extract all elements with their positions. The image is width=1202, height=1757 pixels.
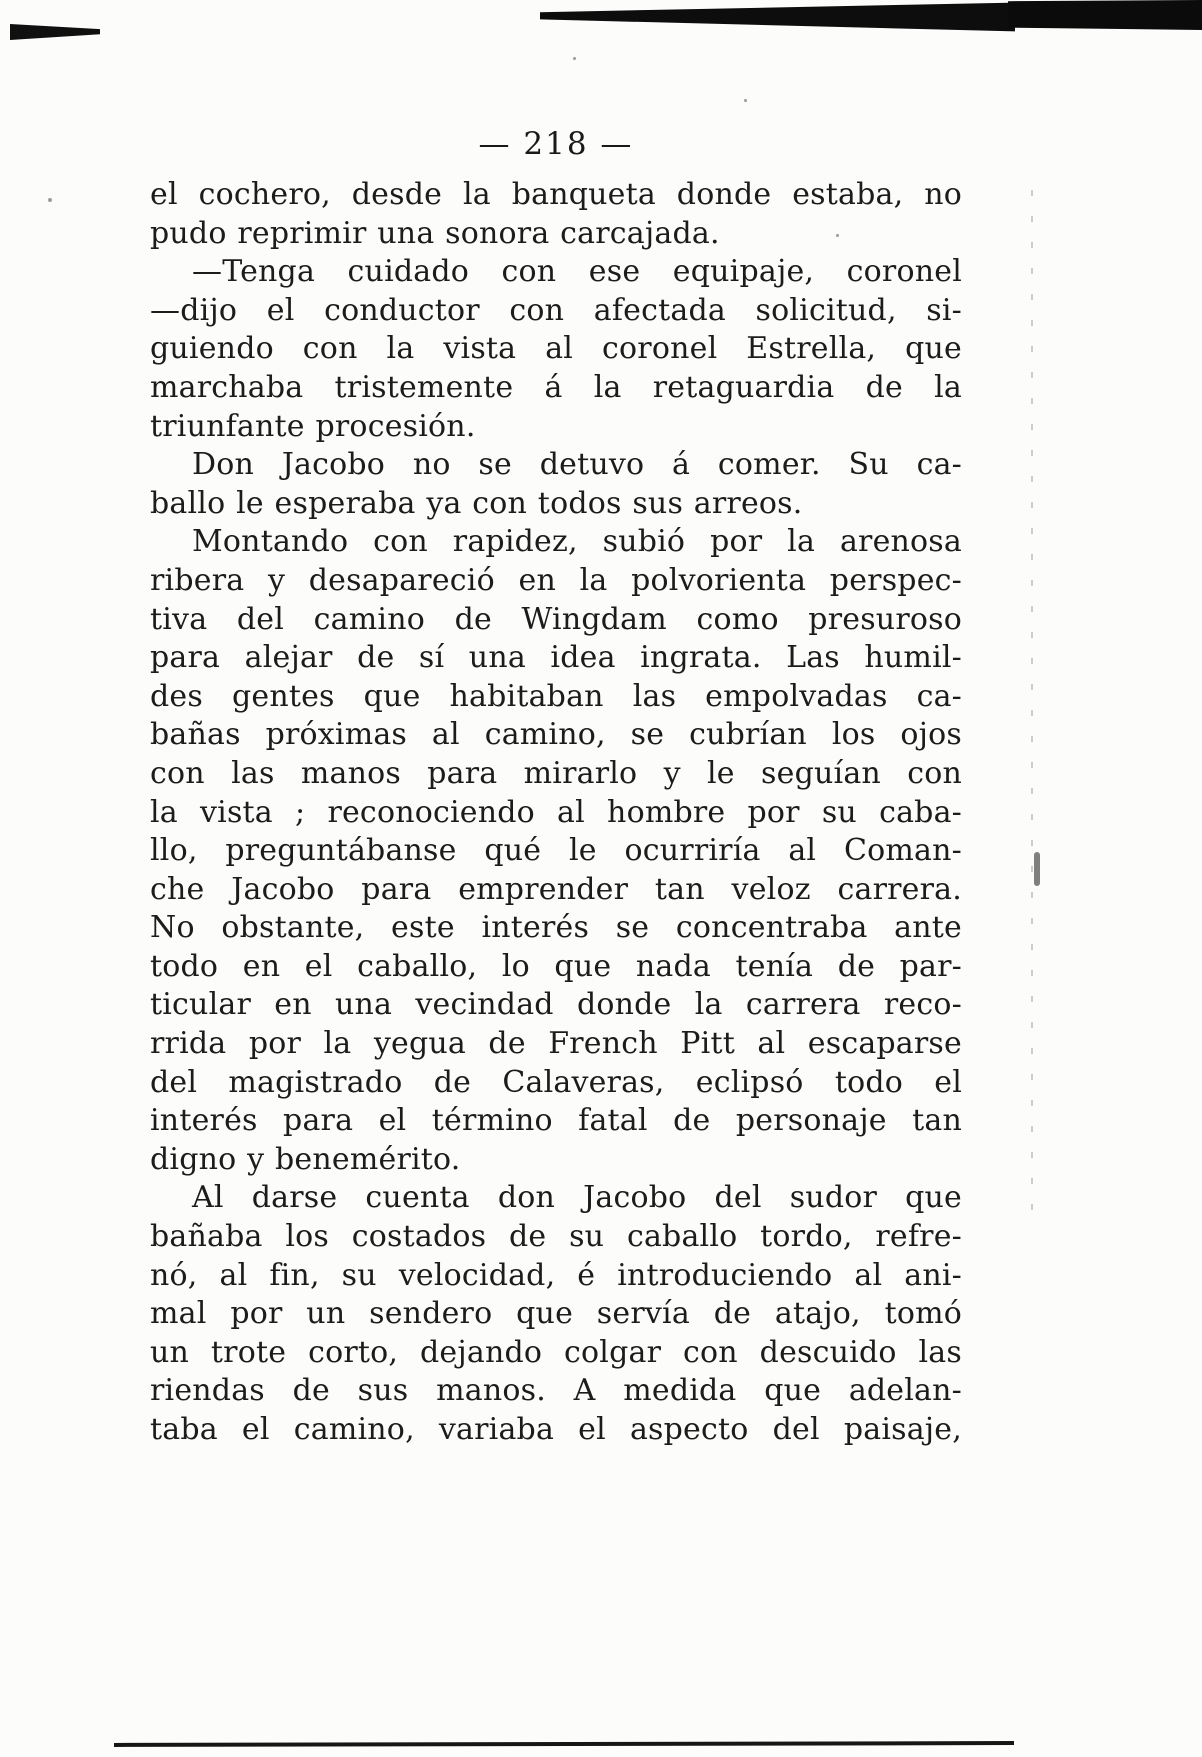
text-line: interés para el término fatal de personaje tan xyxy=(150,1103,962,1139)
text-line: bañaba los costados de su caballo tordo, refre- xyxy=(150,1219,962,1255)
text-line: rrida por la yegua de French Pitt al escaparse xyxy=(150,1026,962,1062)
scan-smudge-top-right-taper xyxy=(540,2,1015,32)
text-line: ribera y desapareció en la polvorienta perspec- xyxy=(150,562,962,598)
text-line: llo, preguntábanse qué le ocurriría al Coman- xyxy=(150,833,962,869)
text-line: mal por un sendero que servía de atajo, tomó xyxy=(150,1296,962,1332)
text-line: un trote corto, dejando colgar con descuido las xyxy=(150,1334,962,1370)
text-line: todo en el caballo, lo que nada tenía de par- xyxy=(150,948,962,984)
scan-speck xyxy=(744,99,747,102)
text-line: che Jacobo para emprender tan veloz carrera. xyxy=(150,871,962,907)
text-line: Montando con rapidez, subió por la arenosa xyxy=(192,524,962,560)
text-line: con las manos para mirarlo y le seguían con xyxy=(150,755,962,791)
text-line: riendas de sus manos. A medida que adelan- xyxy=(150,1373,962,1409)
page-number: — 218 — xyxy=(478,126,634,162)
scan-bottom-line xyxy=(114,1741,1014,1747)
text-line: Al darse cuenta don Jacobo del sudor que xyxy=(192,1180,962,1216)
text-line: la vista ; reconociendo al hombre por su caba- xyxy=(150,794,962,830)
text-line: bañas próximas al camino, se cubrían los ojos xyxy=(150,717,962,753)
text-line: —dijo el conductor con afectada solicitud, si- xyxy=(150,292,962,328)
text-line: digno y benemérito. xyxy=(150,1141,461,1177)
text-line: guiendo con la vista al coronel Estrella, que xyxy=(150,331,962,367)
scan-speck xyxy=(48,198,52,202)
text-line: triunfante procesión. xyxy=(150,408,476,444)
text-line: del magistrado de Calaveras, eclipsó todo el xyxy=(150,1064,962,1100)
scan-smudge-top-left xyxy=(10,24,100,40)
text-line: tiva del camino de Wingdam como presuroso xyxy=(150,601,962,637)
text-line: pudo reprimir una sonora carcajada. xyxy=(150,215,720,251)
scan-gutter-blot xyxy=(1034,852,1040,886)
text-line: Don Jacobo no se detuvo á comer. Su ca- xyxy=(192,447,962,483)
scan-smudge-top-right-corner xyxy=(1008,0,1202,30)
text-line: taba el camino, variaba el aspecto del paisaje, xyxy=(150,1412,962,1447)
text-line: No obstante, este interés se concentraba ante xyxy=(150,910,962,946)
text-line: ballo le esperaba ya con todos sus arreos. xyxy=(150,485,803,521)
text-line: para alejar de sí una idea ingrata. Las humil- xyxy=(150,640,962,676)
text-line: des gentes que habitaban las empolvadas ca- xyxy=(150,678,962,714)
text-line: ticular en una vecindad donde la carrera reco- xyxy=(150,987,962,1023)
text-line: nó, al fin, su velocidad, é introduciendo al ani- xyxy=(150,1257,962,1293)
scan-gutter-artifacts xyxy=(1031,190,1033,1220)
text-line: el cochero, desde la banqueta donde estaba, no xyxy=(150,177,962,212)
text-block xyxy=(150,176,962,1450)
text-line: marchaba tristemente á la retaguardia de la xyxy=(150,369,962,405)
scan-speck xyxy=(573,57,576,60)
text-line: —Tenga cuidado con ese equipaje, coronel xyxy=(192,254,962,290)
